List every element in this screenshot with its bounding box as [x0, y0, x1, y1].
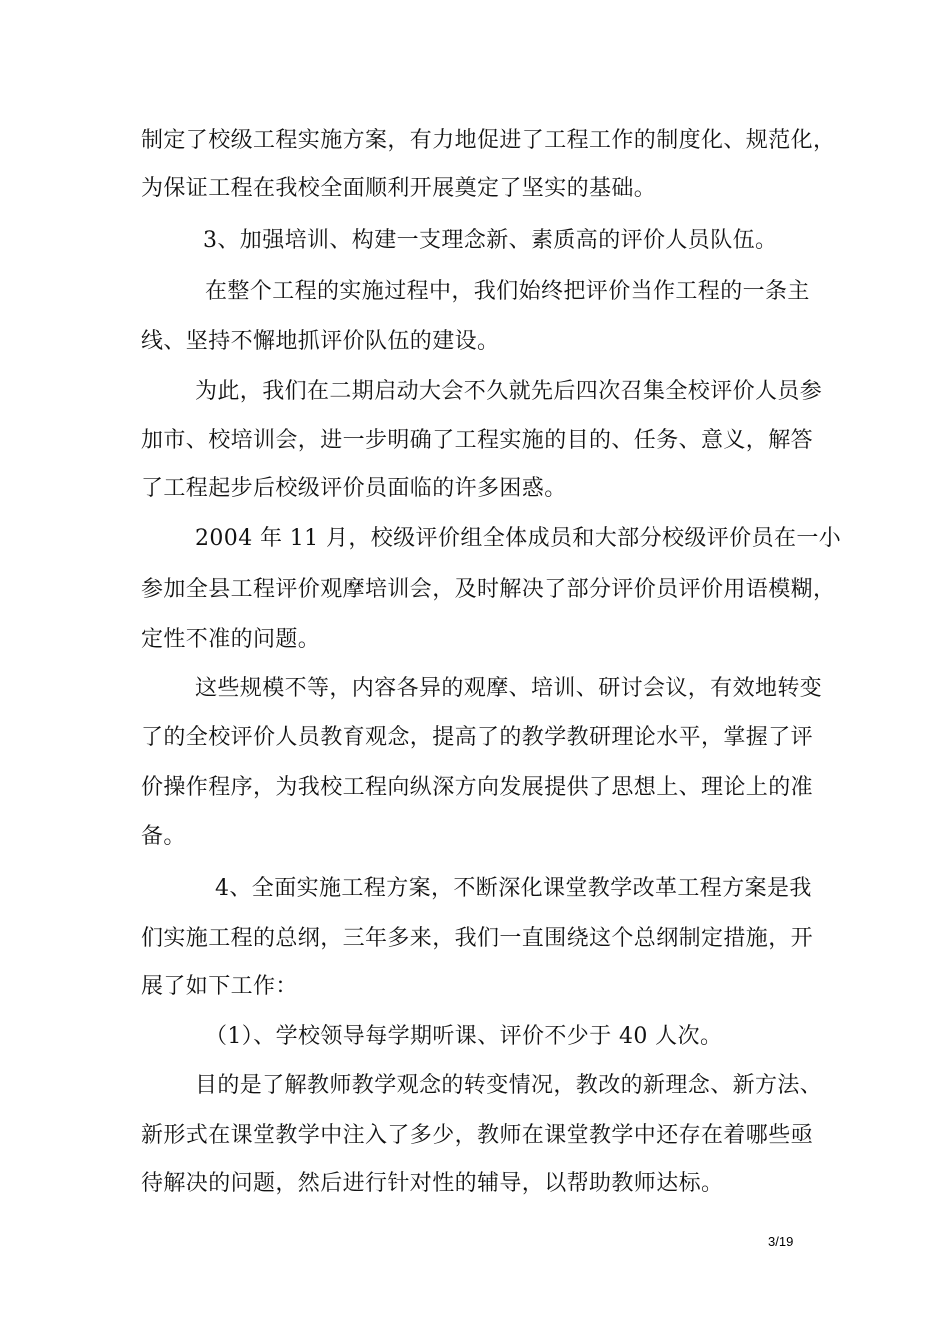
text-line: 新形式在课堂教学中注入了多少，教师在课堂教学中还存在着哪些亟 [141, 1123, 814, 1148]
text-line: 备。 [141, 824, 186, 849]
section-heading: 4、全面实施工程方案，不断深化课堂教学改革工程方案是我 [215, 876, 812, 901]
text-line: 价操作程序，为我校工程向纵深方向发展提供了思想上、理论上的准 [141, 775, 814, 800]
text-line: 2004 年 11 月，校级评价组全体成员和大部分校级评价员在一小 [195, 526, 842, 551]
page-number: 3/19 [768, 1234, 794, 1249]
text-line: 为此，我们在二期启动大会不久就先后四次召集全校评价人员参 [195, 379, 823, 404]
text-line: 为保证工程在我校全面顺利开展奠定了坚实的基础。 [141, 176, 657, 201]
text-line: 加市、校培训会，进一步明确了工程实施的目的、任务、意义，解答 [141, 428, 814, 453]
text-line: 参加全县工程评价观摩培训会，及时解决了部分评价员评价用语模糊， [141, 577, 836, 602]
text-line: 制定了校级工程实施方案，有力地促进了工程工作的制度化、规范化， [141, 128, 836, 153]
text-line: 待解决的问题，然后进行针对性的辅导，以帮助教师达标。 [141, 1171, 724, 1196]
text-line: 目的是了解教师教学观念的转变情况，教改的新理念、新方法、 [195, 1073, 823, 1098]
subsection-heading: （1）、学校领导每学期听课、评价不少于 40 人次。 [205, 1024, 723, 1049]
text-line: 定性不准的问题。 [141, 627, 321, 652]
text-line: 展了如下工作： [141, 974, 298, 999]
text-line: 线、坚持不懈地抓评价队伍的建设。 [141, 329, 500, 354]
text-line: 在整个工程的实施过程中，我们始终把评价当作工程的一条主 [205, 279, 810, 304]
section-heading: 3、加强培训、构建一支理念新、素质高的评价人员队伍。 [203, 228, 778, 253]
text-line: 们实施工程的总纲，三年多来，我们一直围绕这个总纲制定措施，开 [141, 926, 814, 951]
text-line: 了工程起步后校级评价员面临的许多困惑。 [141, 476, 567, 501]
text-line: 这些规模不等，内容各异的观摩、培训、研讨会议，有效地转变 [195, 676, 823, 701]
text-line: 了的全校评价人员教育观念，提高了的教学教研理论水平，掌握了评 [141, 725, 814, 750]
